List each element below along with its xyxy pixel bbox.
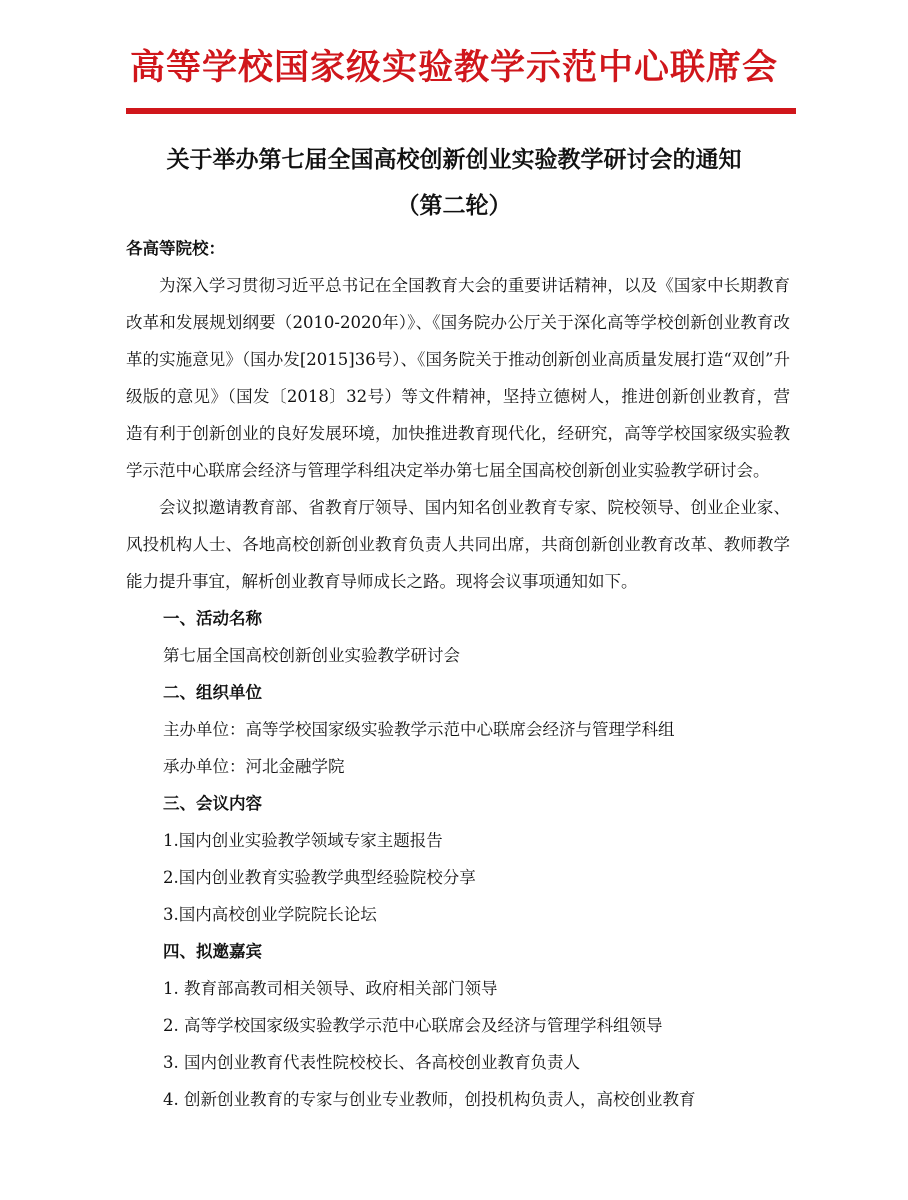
list-item: 4. 创新创业教育的专家与创业专业教师，创投机构负责人，高校创业教育 [163,1090,696,1109]
list-item: 2.国内创业教育实验教学典型经验院校分享 [163,868,476,887]
paragraph: 会议拟邀请教育部、省教育厅领导、国内知名创业教育专家、院校领导、创业企业家、风投机构人士、各地高校创新创业教育负责人共同出席，共商创新创业教育改革、教师教学能力提升事宜，解析创业教育导师成长之路。现将会议事项通知如下。 [126,498,790,591]
list-item: 3.国内高校创业学院院长论坛 [163,905,377,924]
document-body [126,230,790,1118]
section-line: 主办单位：高等学校国家级实验教学示范中心联席会经济与管理学科组 [163,720,675,739]
masthead: 高等学校国家级实验教学示范中心联席会 [129,48,778,88]
list-item: 1. 教育部高教司相关领导、政府相关部门领导 [163,979,498,998]
document-subtitle: （第二轮） [396,193,512,219]
section-heading: 二、组织单位 [163,683,262,702]
section-heading: 一、活动名称 [163,609,262,628]
document-title: 关于举办第七届全国高校创新创业实验教学研讨会的通知 [166,147,742,173]
list-item: 3. 国内创业教育代表性院校校长、各高校创业教育负责人 [163,1053,580,1072]
red-divider [126,108,796,114]
list-item: 1.国内创业实验教学领域专家主题报告 [163,831,443,850]
list-item: 2. 高等学校国家级实验教学示范中心联席会及经济与管理学科组领导 [163,1016,663,1035]
section-line: 第七届全国高校创新创业实验教学研讨会 [163,646,460,665]
section-heading: 三、会议内容 [163,794,262,813]
section-line: 承办单位：河北金融学院 [163,757,345,776]
salutation: 各高等院校： [126,239,225,258]
paragraph: 为深入学习贯彻习近平总书记在全国教育大会的重要讲话精神，以及《国家中长期教育改革和发展规划纲要（2010-2020年）》、《国务院办公厅关于深化高等学校创新创业教育改革的实施意见》（国办发[2015]36号）、《国务院关于推动创新创业高质量发展打造“双创”升级版的意见》（国发〔2018〕32号）等文件精神，坚持立德树人，推进创新创业教育，营造有利于创新创业的良好发展环境，加快推进教育现代化，经研究，高等学校国家级实验教学示范中心联席会经济与管理学科组决定举办第七届全国高校创新创业实验教学研讨会。 [126,276,790,480]
section-heading: 四、拟邀嘉宾 [163,942,262,961]
